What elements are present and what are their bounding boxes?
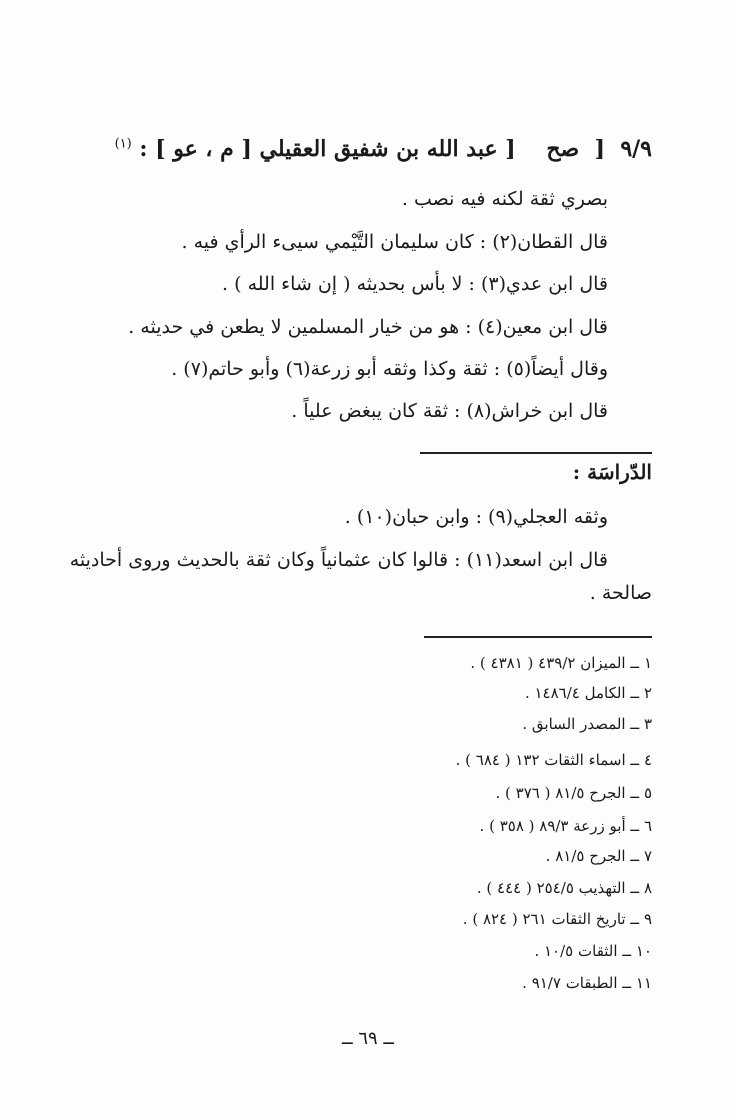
page-number: ــ ٦٩ ــ (342, 1028, 394, 1049)
body-line: قال ابن خراش(٨) : ثقة كان يبغض علياً . (291, 400, 608, 422)
footnote: ٩ ــ تاريخ الثقات ٢٦١ ( ٨٢٤ ) . (462, 910, 652, 928)
footnote: ١١ ــ الطبقات ٩١/٧ . (522, 974, 652, 992)
narrator-name: [ عبد الله بن شفيق العقيلي [ م ، عو ] : (139, 136, 516, 162)
footnote: ٤ ــ اسماء الثقات ١٣٢ ( ٦٨٤ ) . (455, 751, 652, 769)
footnote: ٦ ــ أبو زرعة ٨٩/٣ ( ٣٥٨ ) . (479, 817, 652, 835)
study-heading: الدّراسَة : (572, 460, 652, 484)
footnote: ٧ ــ الجرح ٨١/٥ . (545, 847, 652, 865)
entry-number: ٩/٩ (620, 136, 652, 162)
body-line: وقال أيضاً(٥) : ثقة وكذا وثقه أبو زرعة(٦) وأبو حاتم(٧) . (171, 358, 608, 380)
footnote-divider (424, 636, 652, 638)
body-line: قال ابن معين(٤) : هو من خيار المسلمين لا يطعن في حديثه . (128, 316, 608, 338)
footnote: ١ ــ الميزان ٤٣٩/٢ ( ٤٣٨١ ) . (470, 654, 652, 672)
footnote: ٨ ــ التهذيب ٢٥٤/٥ ( ٤٤٤ ) . (476, 879, 652, 897)
study-line: قال ابن اسعد(١١) : قالوا كان عثمانياً وكان ثقة بالحديث وروى أحاديثه (69, 549, 608, 571)
entry-footnote-ref: (١) (114, 136, 132, 152)
footnote: ٥ ــ الجرح ٨١/٥ ( ٣٧٦ ) . (495, 784, 652, 802)
section-divider (420, 452, 652, 454)
body-line: بصري ثقة لكنه فيه نصب . (401, 188, 608, 210)
body-line: قال القطان(٢) : كان سليمان التَّيْمي سيىء الرأي فيه . (181, 231, 608, 253)
entry-heading: ٩/٩ [ صح [ عبد الله بن شفيق العقيلي [ م ، عو ] : $^{(١)}$ (114, 136, 652, 162)
body-line: قال ابن عدي(٣) : لا بأس بحديثه ( إن شاء الله ) . (222, 273, 608, 295)
entry-grade: صح (546, 136, 580, 162)
study-line: وثقه العجلي(٩) : وابن حبان(١٠) . (344, 506, 608, 528)
footnote: ٣ ــ المصدر السابق . (522, 715, 652, 733)
footnote: ٢ ــ الكامل ١٤٨٦/٤ . (524, 684, 652, 702)
footnote: ١٠ ــ الثقات ١٠/٥ . (534, 942, 652, 960)
study-line: صالحة . (589, 582, 652, 604)
